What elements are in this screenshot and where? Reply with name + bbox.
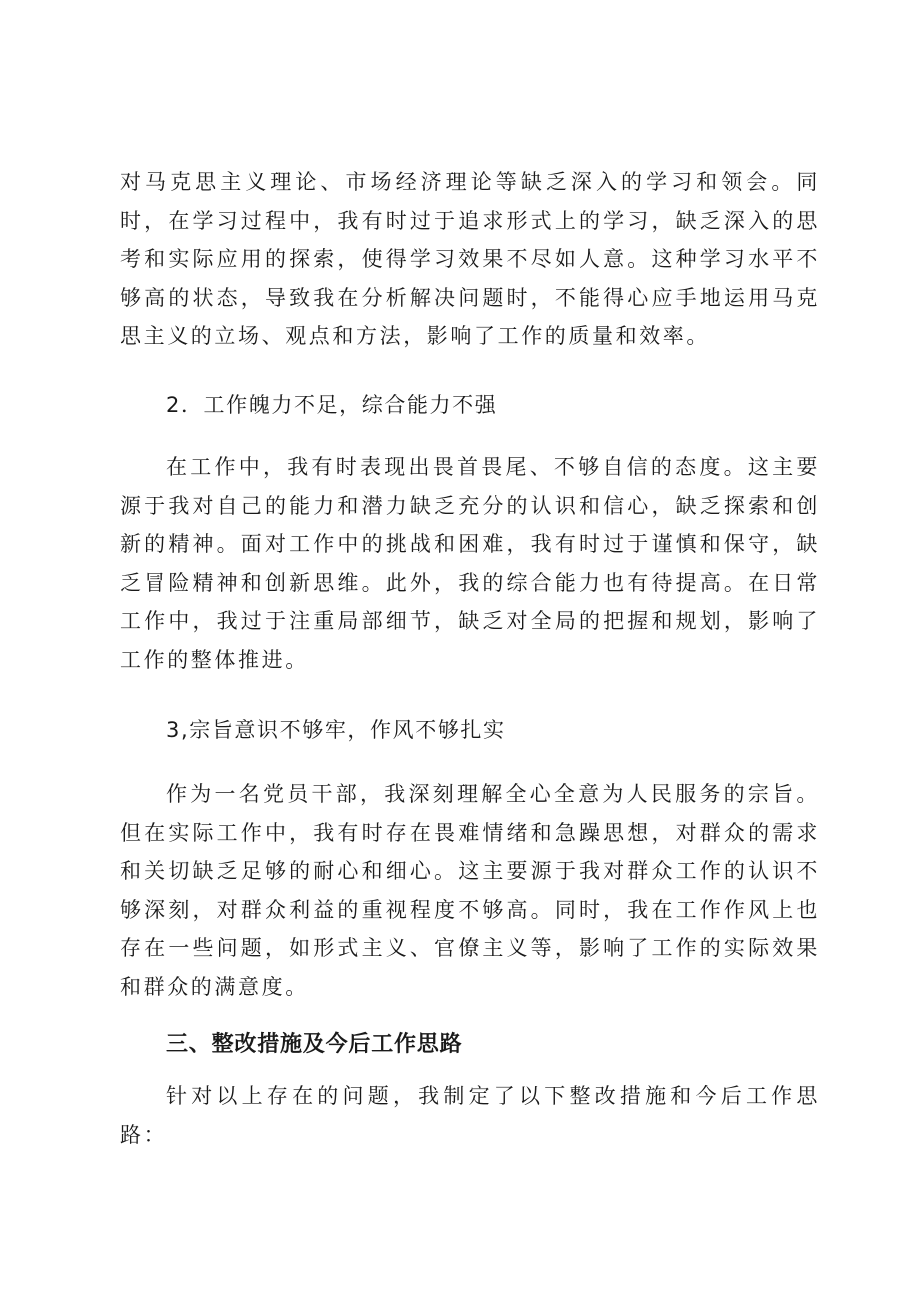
paragraph-service-awareness: 作为一名党员干部，我深刻理解全心全意为人民服务的宗旨。但在实际工作中，我有时存在畏难情绪和急躁思想，对群众的需求和关切缺乏足够的耐心和细心。这主要源于我对群众工作的认识不够深刻，对群众利益的重视程度不够高。同时，我在工作作风上也存在一些问题，如形式主义、官僚主义等，影响了工作的实际效果和群众的满意度。 [120,782,820,999]
subheading-work-drive: 2．工作魄力不足，综合能力不强 [166,393,498,417]
section-heading-rectification: 三、整改措施及今后工作思路 [166,1032,463,1057]
paragraph-study-shortcomings: 对马克思主义理论、市场经济理论等缺乏深入的学习和领会。同时，在学习过程中，我有时过于追求形式上的学习，缺乏深入的思考和实际应用的探索，使得学习效果不尽如人意。这种学习水平不够高的状态，导致我在分析解决问题时，不能得心应手地运用马克思主义的立场、观点和方法，影响了工作的质量和效率。 [120,170,820,349]
paragraph-rectification-intro: 针对以上存在的问题，我制定了以下整改措施和今后工作思路： [120,1084,820,1147]
paragraph-work-drive: 在工作中，我有时表现出畏首畏尾、不够自信的态度。这主要源于我对自己的能力和潜力缺乏充分的认识和信心，缺乏探索和创新的精神。面对工作中的挑战和困难，我有时过于谨慎和保守，缺乏冒险精神和创新思维。此外，我的综合能力也有待提高。在日常工作中，我过于注重局部细节，缺乏对全局的把握和规划，影响了工作的整体推进。 [120,455,820,672]
subheading-service-awareness: 3,宗旨意识不够牢，作风不够扎实 [166,718,506,742]
